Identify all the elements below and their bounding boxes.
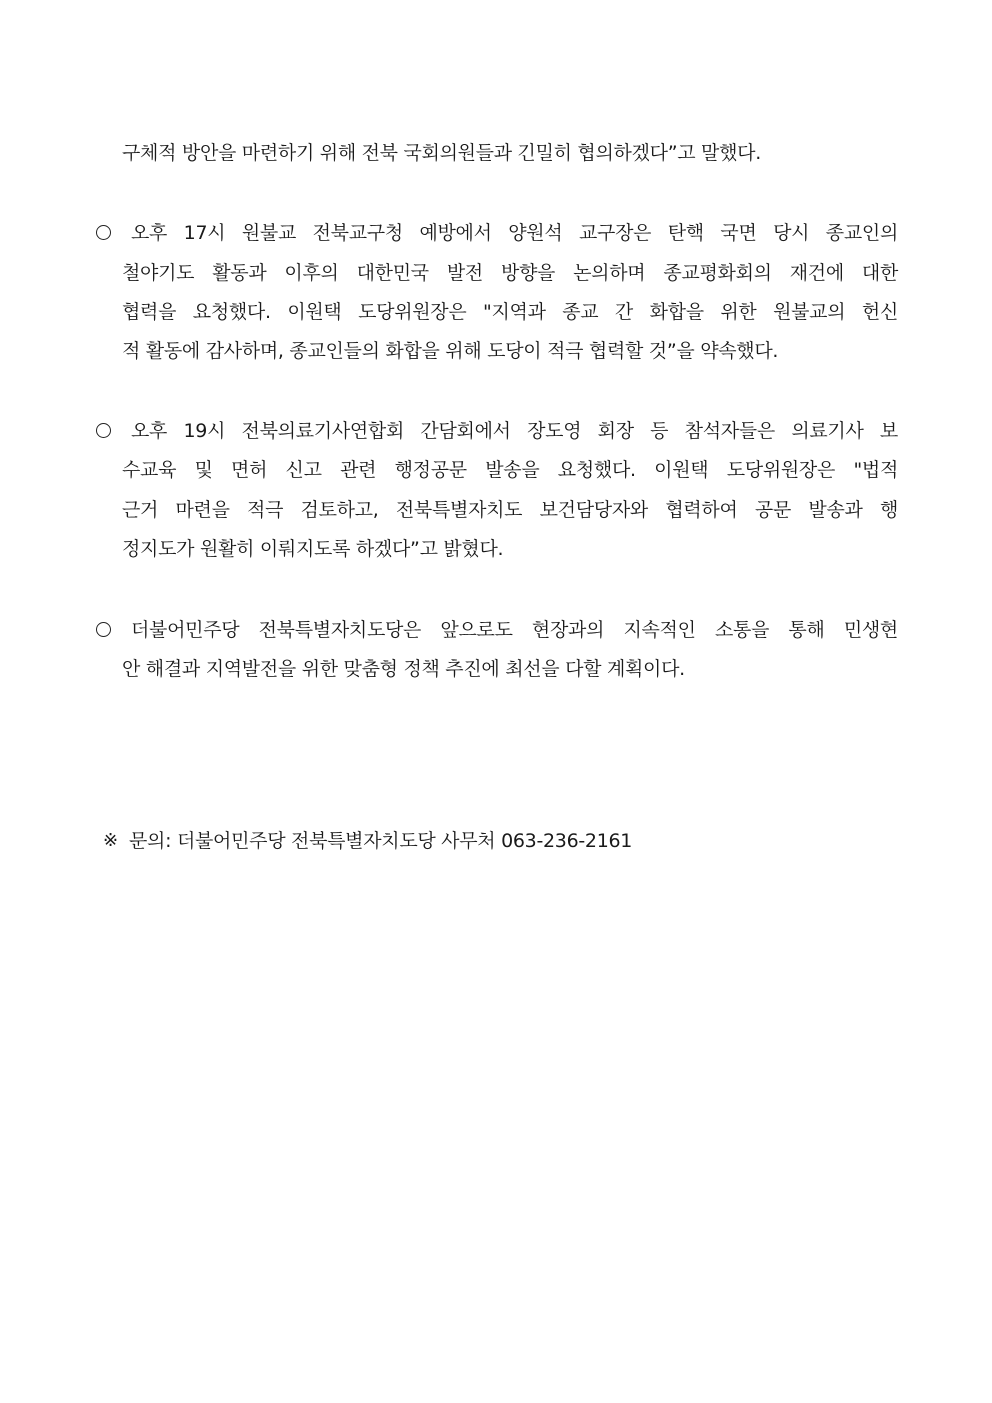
paragraph-1-line-4: 적 활동에 감사하며, 종교인들의 화합을 위해 도당이 적극 협력할 것”을 약속했다. [122,340,779,362]
reference-mark-icon: ※ [103,830,119,851]
circle-bullet-icon [96,622,111,637]
circle-bullet-icon [96,225,111,240]
continuation-line: 구체적 방안을 마련하기 위해 전북 국회의원들과 긴밀히 협의하겠다”고 말했다. [122,142,761,164]
paragraph-3-line-1: 더불어민주당 전북특별자치도당은 앞으로도 현장과의 지속적인 소통을 통해 민생현 [131,619,898,641]
paragraph-1-line-2: 철야기도 활동과 이후의 대한민국 발전 방향을 논의하며 종교평화회의 재건에 대한 [122,262,898,284]
contact-info: 문의: 더불어민주당 전북특별자치도당 사무처 063-236-2161 [129,830,633,852]
paragraph-2-line-3: 근거 마련을 적극 검토하고, 전북특별자치도 보건담당자와 협력하여 공문 발송과 행 [122,499,898,521]
paragraph-1-line-3: 협력을 요청했다. 이원택 도당위원장은 "지역과 종교 간 화합을 위한 원불교의 헌신 [122,301,898,323]
paragraph-1-line-1: 오후 17시 원불교 전북교구청 예방에서 양원석 교구장은 탄핵 국면 당시 종교인의 [131,222,898,244]
circle-bullet-icon [96,423,111,438]
paragraph-2-line-1: 오후 19시 전북의료기사연합회 간담회에서 장도영 회장 등 참석자들은 의료기사 보 [131,420,898,442]
paragraph-3-line-2: 안 해결과 지역발전을 위한 맞춤형 정책 추진에 최선을 다할 계획이다. [122,658,685,680]
paragraph-2-line-4: 정지도가 원활히 이뤄지도록 하겠다”고 밝혔다. [122,538,504,560]
paragraph-2-line-2: 수교육 및 면허 신고 관련 행정공문 발송을 요청했다. 이원택 도당위원장은 "법적 [122,459,898,481]
